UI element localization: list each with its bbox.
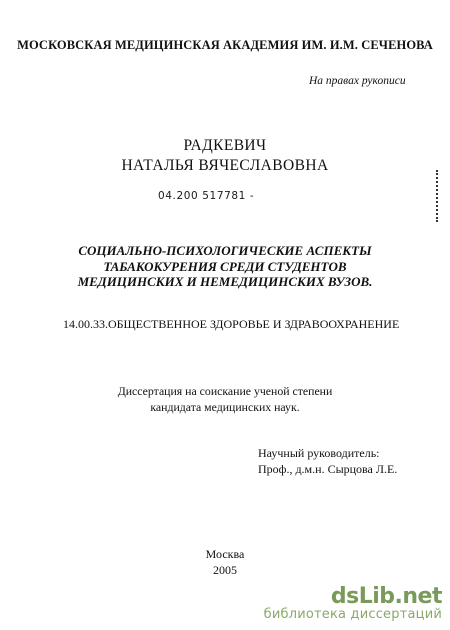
city-year-block (0, 546, 450, 578)
dissertation-title (0, 243, 450, 290)
scan-artifact (436, 170, 440, 222)
watermark-logo: dsLib.net (330, 584, 442, 609)
author-given-names: НАТАЛЬЯ ВЯЧЕСЛАВОВНА (121, 157, 329, 174)
author-surname: РАДКЕВИЧ (183, 137, 267, 154)
title-line: МЕДИЦИНСКИХ И НЕМЕДИЦИНСКИХ ВУЗОВ. (77, 274, 373, 289)
library-stamp: 04.200 517781 - (158, 190, 255, 202)
advisor-label: Научный руководитель: (258, 446, 380, 460)
rights-note: На правах рукописи (309, 75, 406, 87)
degree-line: кандидата медицинских наук. (150, 400, 300, 414)
city: Москва (205, 547, 245, 561)
degree-line: Диссертация на соискание ученой степени (117, 384, 333, 398)
dslib-watermark (264, 584, 442, 622)
title-line: СОЦИАЛЬНО-ПСИХОЛОГИЧЕСКИЕ АСПЕКТЫ (78, 243, 372, 258)
degree-statement (0, 383, 450, 415)
advisor-block (258, 445, 397, 477)
institution-name: МОСКОВСКАЯ МЕДИЦИНСКАЯ АКАДЕМИЯ ИМ. И.М. СЕЧЕНОВА (17, 38, 433, 52)
author-block (0, 136, 450, 176)
watermark-subtitle: библиотека диссертаций (263, 607, 442, 622)
advisor-name: Проф., д.м.н. Сырцова Л.Е. (258, 462, 398, 476)
year: 2005 (213, 563, 237, 577)
title-line: ТАБАКОКУРЕНИЯ СРЕДИ СТУДЕНТОВ (103, 258, 347, 274)
specialty-code: 14.00.33.ОБЩЕСТВЕННОЕ ЗДОРОВЬЕ И ЗДРАВООХРАНЕНИЕ (63, 317, 400, 331)
